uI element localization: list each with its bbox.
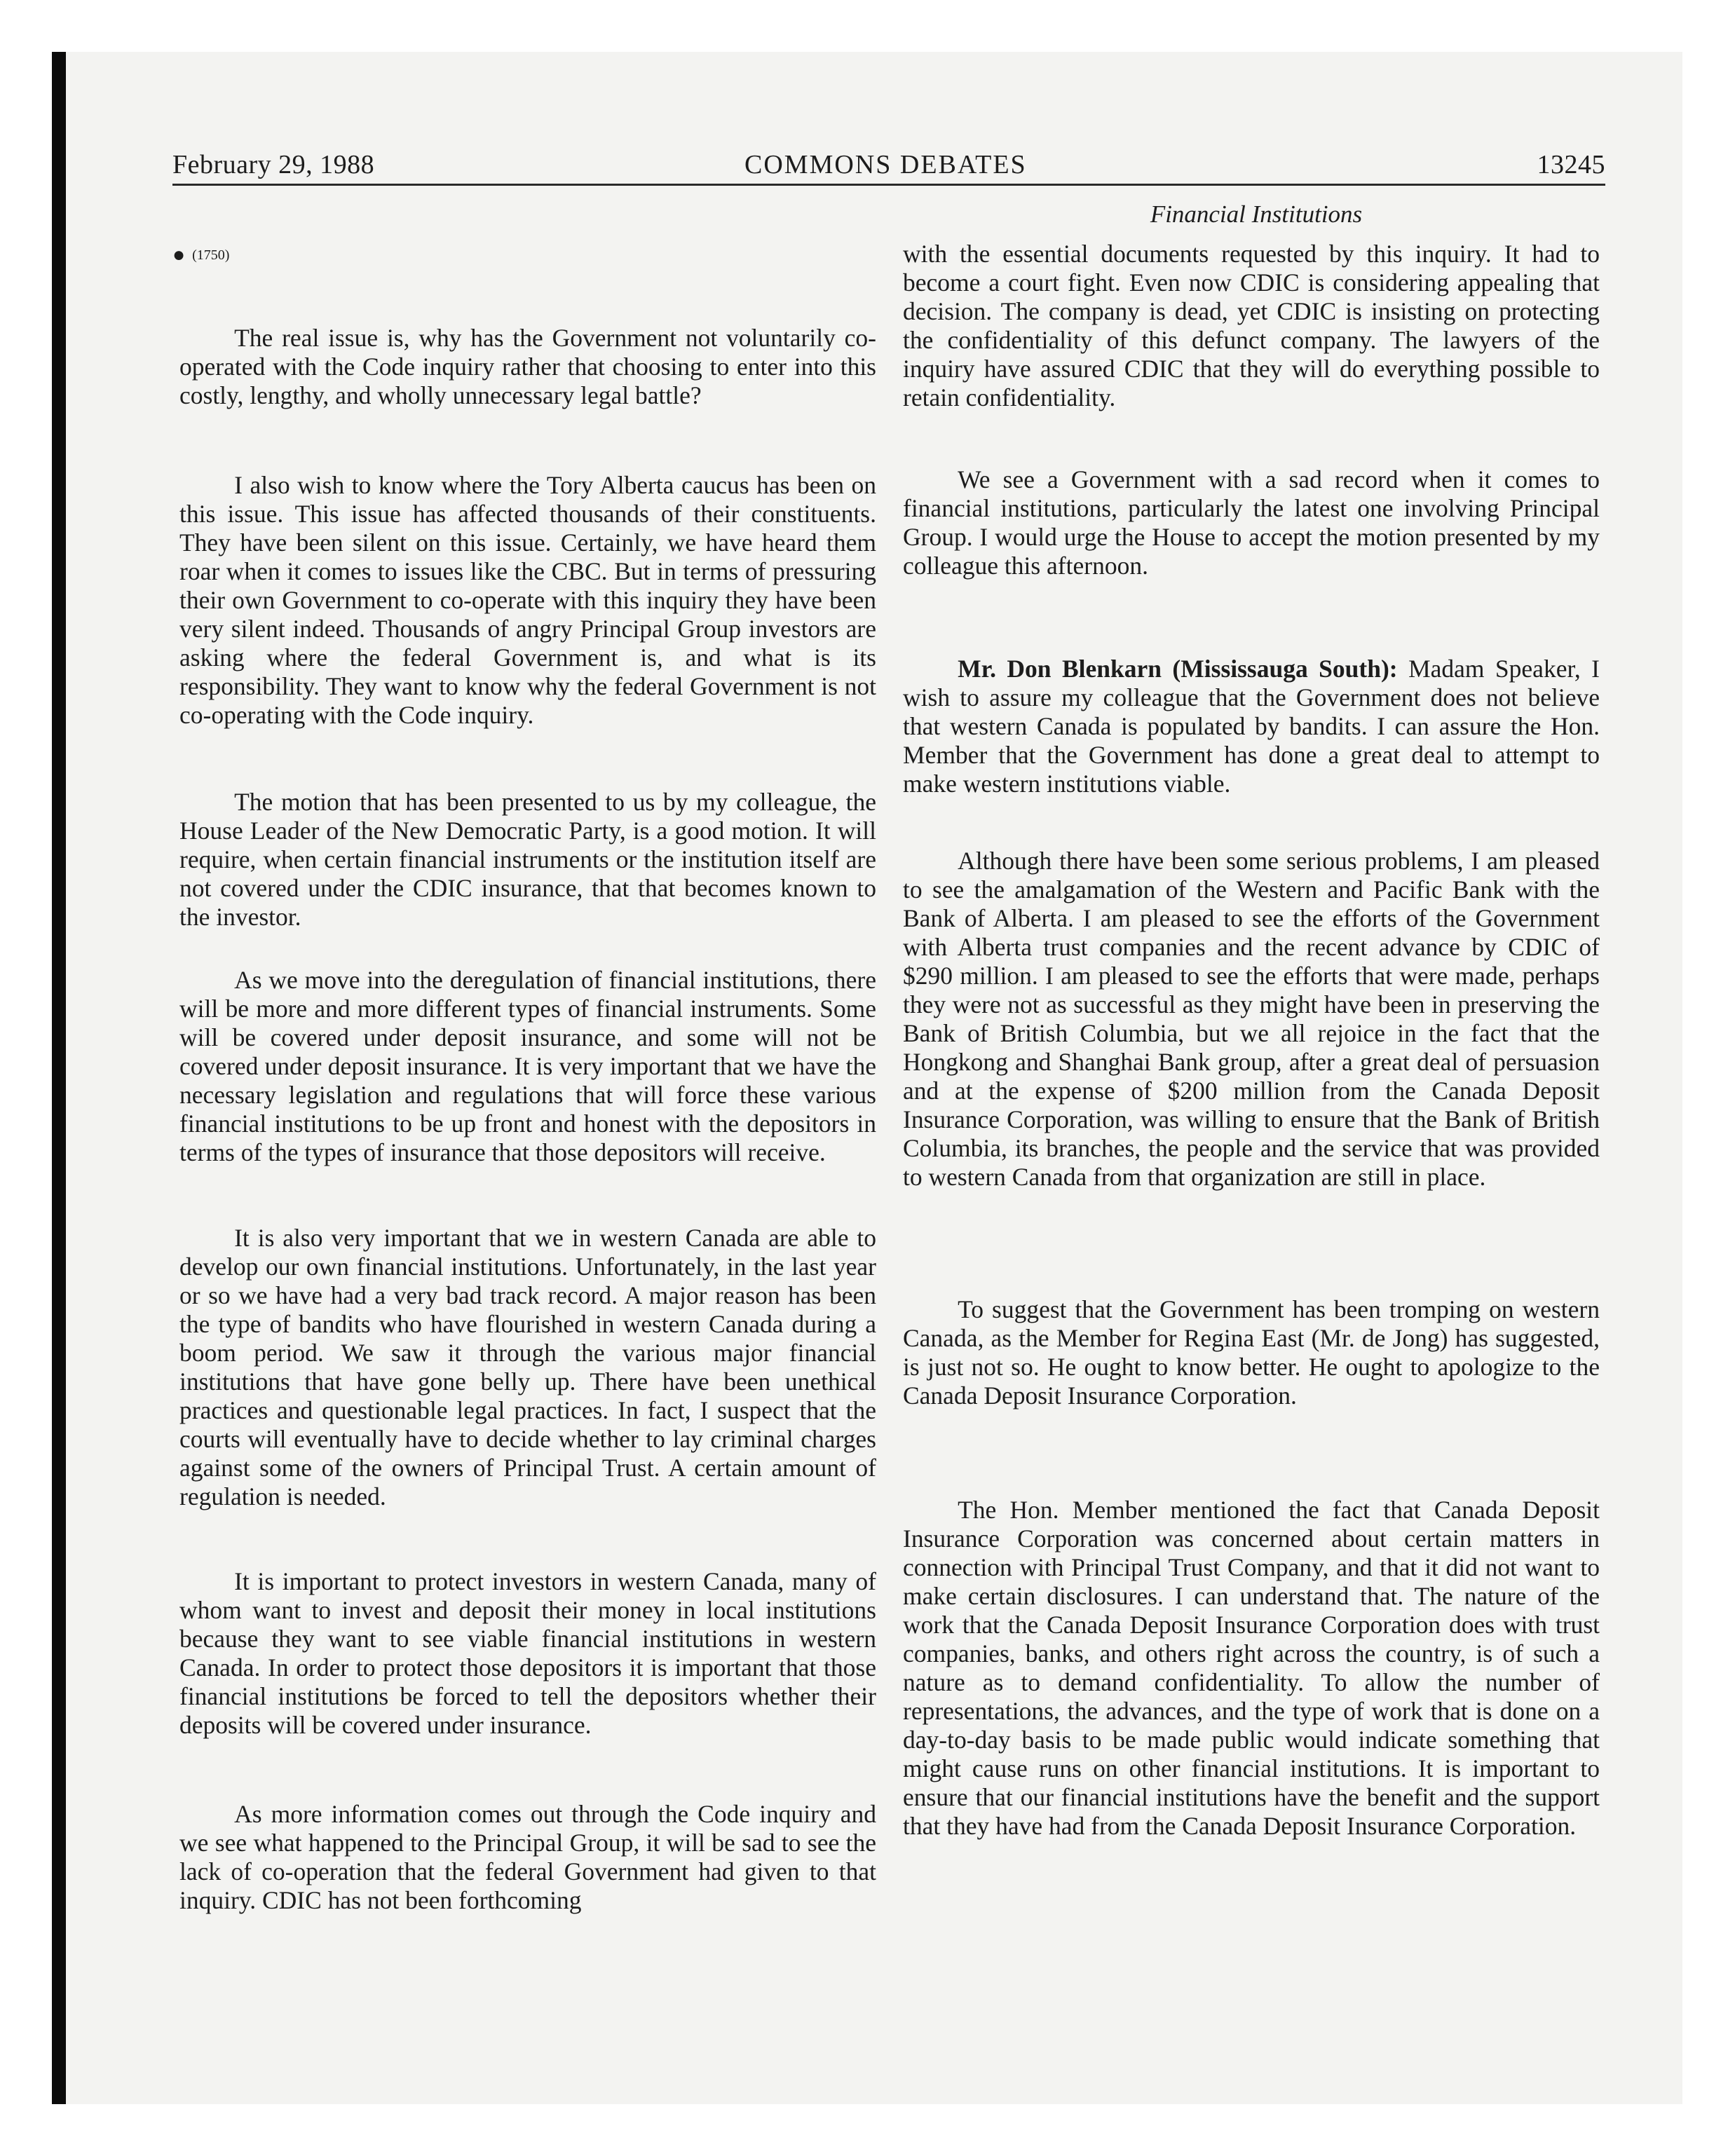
paragraph: It is also very important that we in western Canada are able to develop our own financial institutions. Unfortunately, in the last year or so we have had a very bad track record. A major reason has been the type of bandits who have flourished in western Canada during a boom period. We saw it through the various major financial institutions that have gone belly up. There have been unethical practices and questionable legal practices. In fact, I suspect that the courts will eventually have to decide whether to lay criminal charges against some of the owners of Principal Trust. A certain amount of regulation is needed.	[179, 1224, 876, 1510]
paragraph: As we move into the deregulation of financial institutions, there will be more and more different types of financial instruments. Some will be covered under deposit insurance, and some will not be covered under deposit insurance. It is very important that we have the necessary legislation and regulations that will force these various financial institutions to be up front and honest with the depositors in terms of the types of insurance that those depositors will receive.	[179, 966, 876, 1166]
paragraph-continuation: with the essential documents requested by this inquiry. It had to become a court fight. Even now CDIC is considering appealing that decision. The company is dead, yet CDIC is insisting on protecting the confidentiality of this defunct company. The lawyers of the inquiry have assured CDIC that they will do everything possible to retain confidentiality.	[903, 240, 1600, 411]
time-marker-label: (1750)	[192, 247, 230, 263]
binding-edge	[52, 52, 66, 2104]
paragraph: To suggest that the Government has been tromping on western Canada, as the Member for Regina East (Mr. de Jong) has suggested, is just not so. He ought to know better. He ought to apologize to the Canada Deposit Insurance Corporation.	[903, 1295, 1600, 1410]
paragraph: As more information comes out through the Code inquiry and we see what happened to the Principal Group, it will be sad to see the lack of co-operation that the federal Government had given to that inquiry. CDIC has not been forthcoming	[179, 1800, 876, 1914]
header-title: COMMONS DEBATES	[744, 150, 1027, 179]
speaker-text: Madam Speaker, I wish to assure my colleague that the Government does not believe that western Canada is populated by bandits. I can assure the Hon. Member that the Government has done a great deal to attempt to make western institutions viable.	[903, 655, 1600, 798]
paragraph: We see a Government with a sad record when it comes to financial institutions, particularly the latest one involving Principal Group. I would urge the House to accept the motion presented by my colleague this afternoon.	[903, 465, 1600, 580]
speaker-paragraph	[903, 655, 1600, 798]
paragraph: The Hon. Member mentioned the fact that Canada Deposit Insurance Corporation was concerned about certain matters in connection with Principal Trust Company, and that it did not want to make certain disclosures. I can understand that. The nature of the work that the Canada Deposit Insurance Corporation does with trust companies, banks, and others right across the country, is of such a nature as to demand confidentiality. To allow the number of representations, the advances, and the type of work that is done on a day-to-day basis to be made public would indicate something that might cause runs on other financial institutions. It is important to ensure that our financial institutions have the benefit and the support that they have had from the Canada Deposit Insurance Corporation.	[903, 1496, 1600, 1840]
paragraph: The motion that has been presented to us by my colleague, the House Leader of the New Democratic Party, is a good motion. It will require, when certain financial instruments or the institution itself are not covered under the CDIC insurance, that that becomes known to the investor.	[179, 788, 876, 931]
paragraph: The real issue is, why has the Government not voluntarily co-operated with the Code inquiry rather that choosing to enter into this costly, lengthy, and wholly unnecessary legal battle?	[179, 324, 876, 409]
bullet-icon: ●	[172, 243, 186, 266]
paragraph: It is important to protect investors in western Canada, many of whom want to invest and deposit their money in local institutions because they want to see viable financial institutions in western Canada. In order to protect those depositors it is important that those financial institutions be forced to tell the depositors whether their deposits will be covered under insurance.	[179, 1567, 876, 1739]
header-rule	[172, 184, 1605, 186]
time-marker	[172, 243, 230, 266]
paragraph: Although there have been some serious problems, I am pleased to see the amalgamation of the Western and Pacific Bank with the Bank of Alberta. I am pleased to see the efforts of the Government with Alberta trust companies and the recent advance by CDIC of $290 million. I am pleased to see the efforts that were made, perhaps they were not as successful as they might have been in preserving the Bank of British Columbia, but we all rejoice in the fact that the Hongkong and Shanghai Bank group, after a great deal of persuasion and at the expense of $200 million from the Canada Deposit Insurance Corporation, was willing to ensure that the Bank of British Columbia, its branches, the people and the service that was provided to western Canada from that organization are still in place.	[903, 847, 1600, 1191]
paragraph: I also wish to know where the Tory Alberta caucus has been on this issue. This issue has affected thousands of their constituents. They have been silent on this issue. Certainly, we have heard them roar when it comes to issues like the CBC. But in terms of pressuring their own Government to co-operate with this inquiry they have been very silent indeed. Thousands of angry Principal Group investors are asking where the federal Government is, and what is its responsibility. They want to know why the federal Government is not co-operating with the Code inquiry.	[179, 471, 876, 729]
section-title: Financial Institutions	[1150, 200, 1363, 228]
header-date: February 29, 1988	[172, 150, 375, 179]
header-page-number: 13245	[1537, 150, 1605, 179]
speaker-name: Mr. Don Blenkarn (Mississauga South):	[958, 655, 1398, 683]
